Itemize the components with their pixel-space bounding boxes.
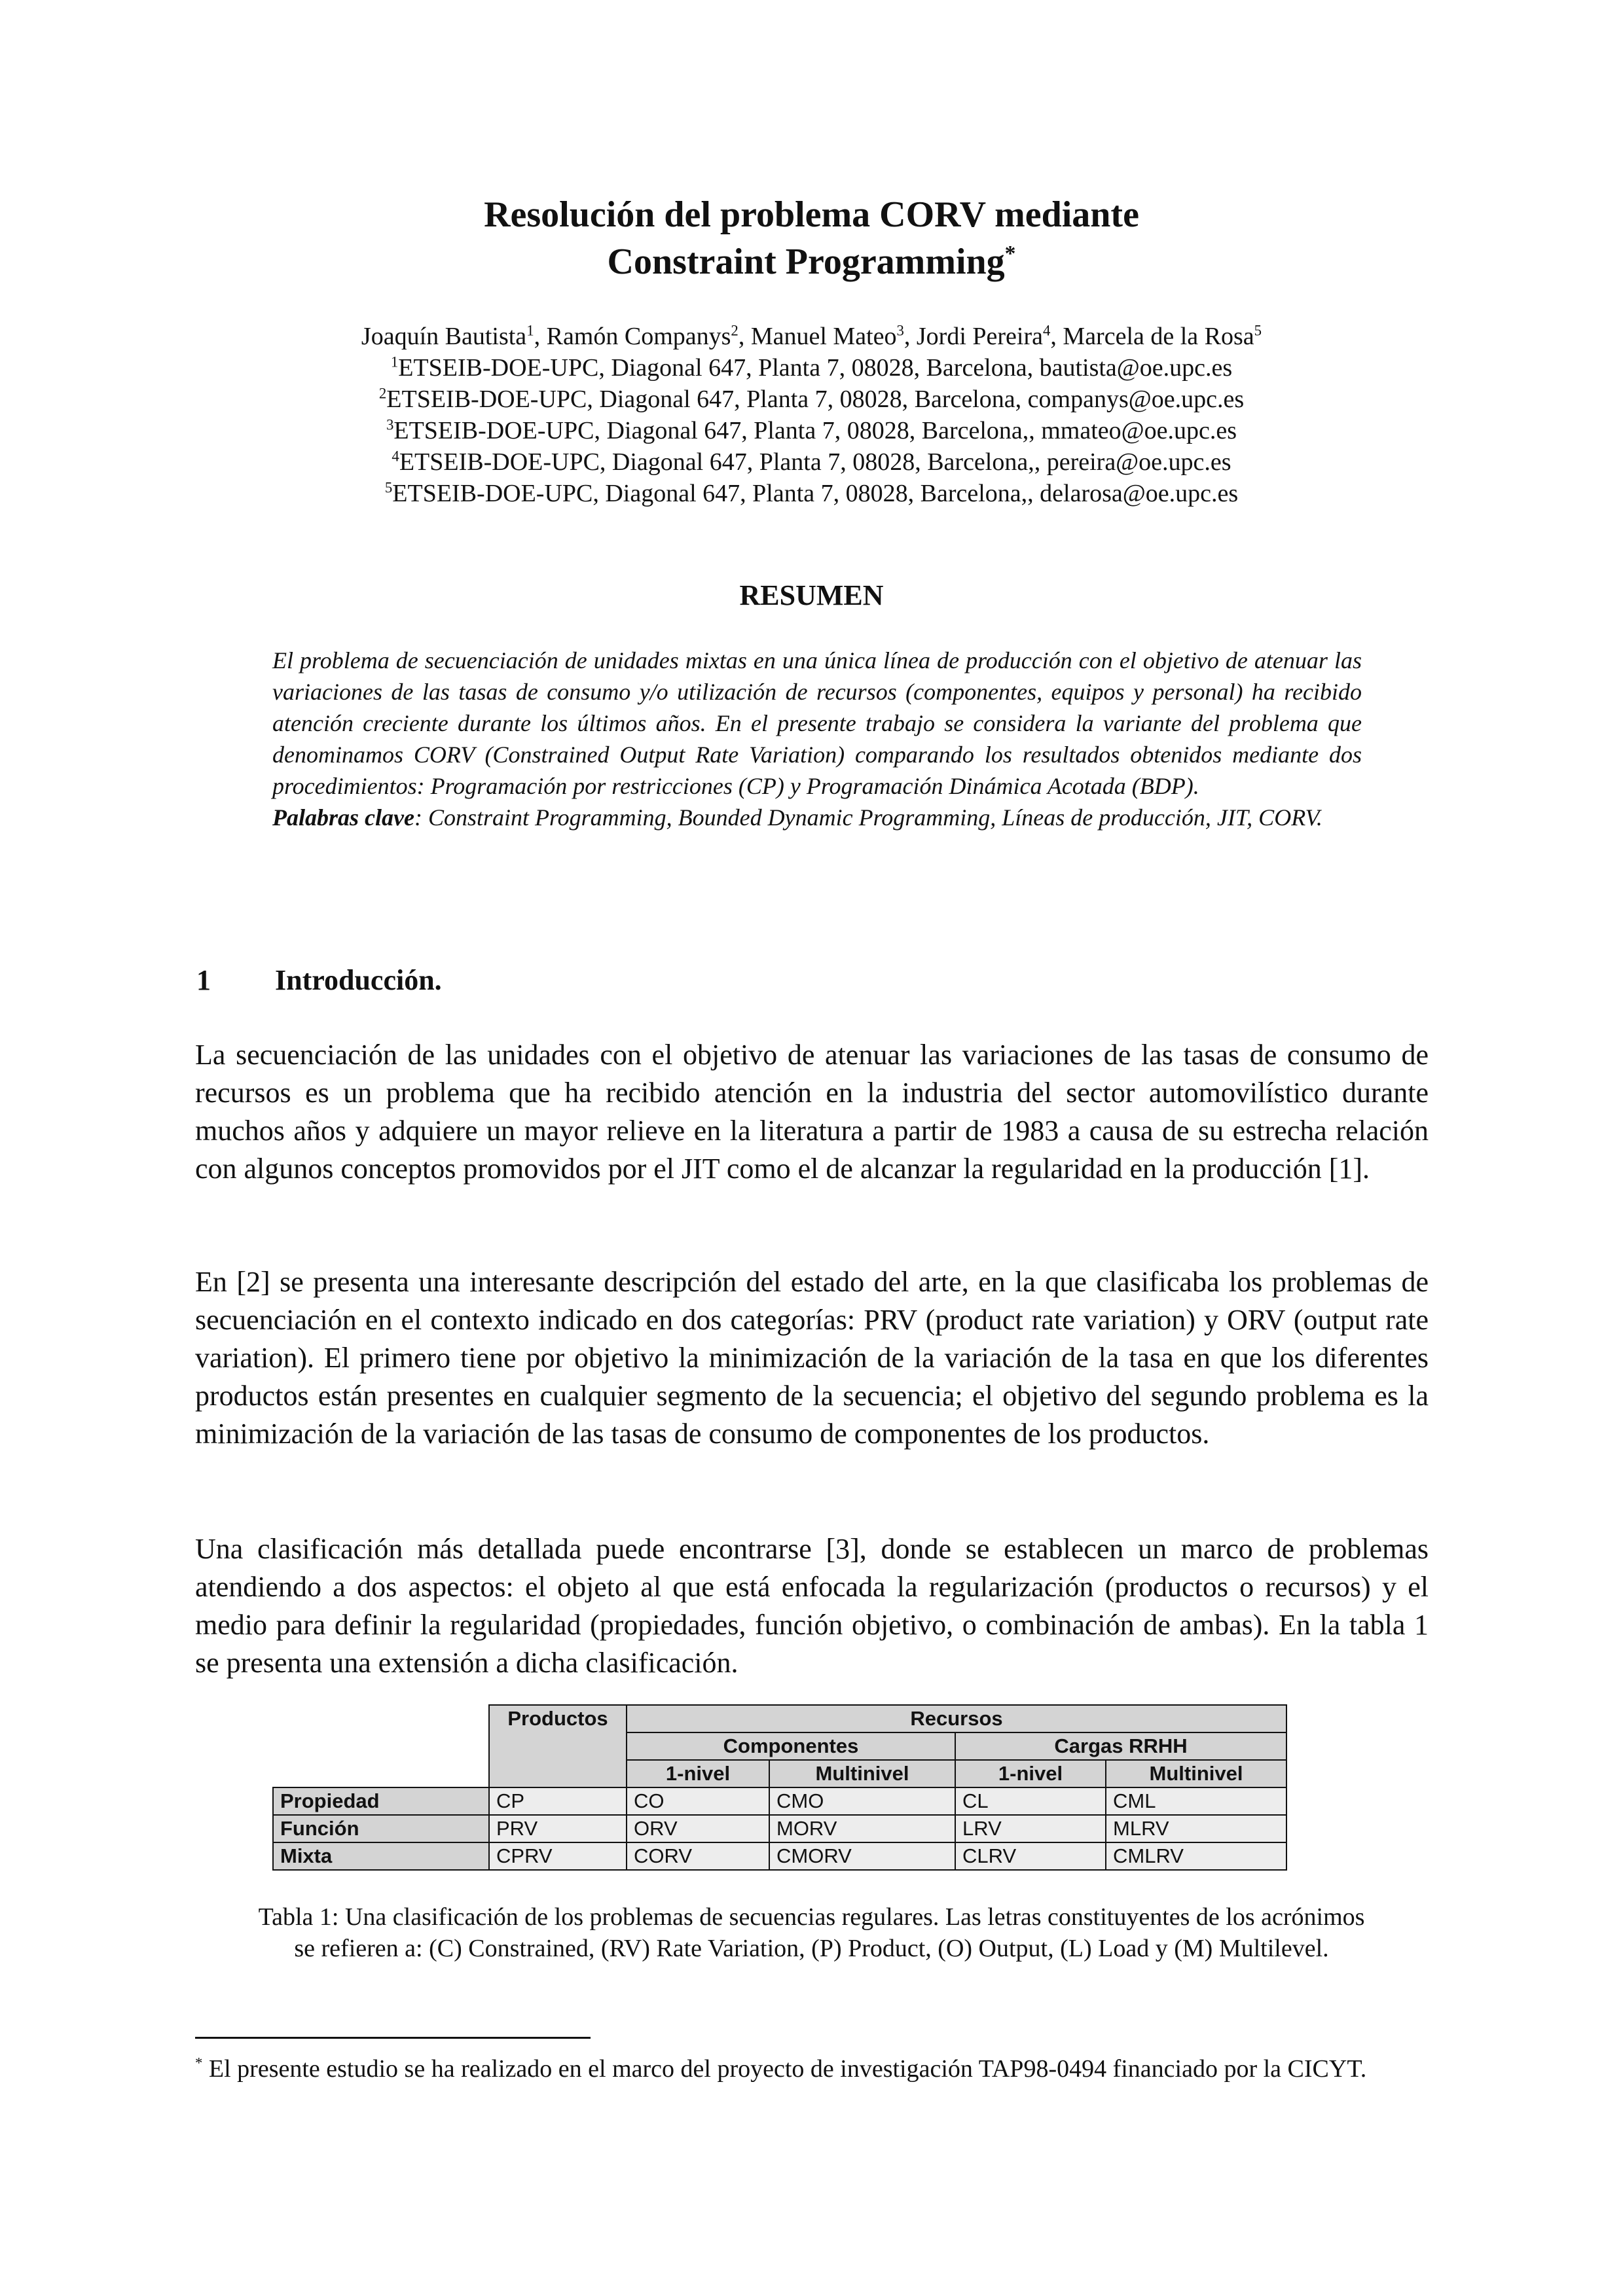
row-label: Propiedad xyxy=(273,1787,489,1815)
paper-title: Resolución del problema CORV mediante xyxy=(484,194,1139,235)
body-paragraph xyxy=(195,1036,1429,1188)
subheader-cell: Multinivel xyxy=(1106,1760,1286,1787)
author-sup: 2 xyxy=(731,322,739,339)
table-row xyxy=(273,1815,1286,1842)
table-cell: CMO xyxy=(769,1787,955,1815)
section-heading xyxy=(196,962,442,999)
author-sep: , xyxy=(903,323,917,350)
header-productos: Productos xyxy=(489,1705,627,1787)
table-caption xyxy=(0,1901,1623,1964)
affiliation-sup: 5 xyxy=(384,479,393,496)
table-cell: CML xyxy=(1106,1787,1286,1815)
title-footnote-mark: * xyxy=(1004,241,1016,266)
table-cell: CMORV xyxy=(769,1842,955,1870)
paper-title-line2 xyxy=(0,238,1623,285)
table-cell: ORV xyxy=(627,1815,769,1842)
table-cell: CPRV xyxy=(489,1842,627,1870)
author: Joaquín Bautista xyxy=(361,323,527,350)
table-cell: LRV xyxy=(955,1815,1106,1842)
table-cell: MLRV xyxy=(1106,1815,1286,1842)
affiliation xyxy=(0,415,1623,446)
caption-line: Tabla 1: Una clasificación de los problemas de secuencias regulares. Las letras constituyentes de los acrónimos xyxy=(258,1903,1365,1931)
author-sup: 3 xyxy=(896,322,904,339)
table-cell: CO xyxy=(627,1787,769,1815)
affiliation-sup: 2 xyxy=(378,385,387,402)
header-cargas: Cargas RRHH xyxy=(955,1732,1286,1760)
author-sep: , xyxy=(1050,323,1063,350)
footnote xyxy=(195,2053,1429,2085)
classification-table xyxy=(272,1704,1287,1871)
abstract xyxy=(272,645,1362,833)
author-list xyxy=(0,321,1623,352)
footnote-text: El presente estudio se ha realizado en el marco del proyecto de investigación TAP98-0494 financiado por la CICYT. xyxy=(202,2055,1367,2083)
paragraph-text: Una clasificación más detallada puede encontrarse [3], donde se establecen un marco de problemas atendiendo a dos aspectos: el objeto al que está enfocada la regularización (productos o recursos) y el medio para definir la regularidad (propiedades, función objetivo, o combinación de ambas). En la tabla 1 se presenta una extensión a dicha clasificación. xyxy=(195,1533,1429,1679)
author: Manuel Mateo xyxy=(750,323,897,350)
keywords-text: : Constraint Programming, Bounded Dynamic Programming, Líneas de producción, JIT, CORV. xyxy=(414,804,1322,831)
affiliation-text: ETSEIB-DOE-UPC, Diagonal 647, Planta 7, 08028, Barcelona,, mmateo@oe.upc.es xyxy=(393,417,1237,444)
subheader-cell: Multinivel xyxy=(769,1760,955,1787)
paragraph-text: La secuenciación de las unidades con el objetivo de atenuar las variaciones de las tasas de consumo de recursos es un problema que ha recibido atención en la industria del sector automovilístico durante muchos años y adquiere un mayor relieve en la literatura a partir de 1983 a causa de su estrecha relación con algunos conceptos promovidos por el JIT como el de alcanzar la regularidad en la producción [1]. xyxy=(195,1039,1429,1185)
author-sep: , xyxy=(738,323,751,350)
affiliation xyxy=(0,352,1623,384)
table-cell: MORV xyxy=(769,1815,955,1842)
author-sep: , xyxy=(534,323,547,350)
affiliation-sup: 1 xyxy=(390,353,399,370)
section-title: Introducción. xyxy=(275,964,442,996)
footnote-divider xyxy=(195,2037,591,2039)
keywords-label: Palabras clave xyxy=(272,804,414,831)
footnote-mark: * xyxy=(195,2054,203,2072)
footnote-text-block xyxy=(195,2053,1429,2085)
table-cell: PRV xyxy=(489,1815,627,1842)
affiliation-text: ETSEIB-DOE-UPC, Diagonal 647, Planta 7, 08028, Barcelona,, pereira@oe.upc.es xyxy=(399,448,1231,476)
author-sup: 1 xyxy=(526,322,534,339)
affiliation xyxy=(0,384,1623,415)
paper-title-text: Constraint Programming xyxy=(607,242,1005,282)
table-header-row xyxy=(273,1705,1286,1732)
table-cell: CL xyxy=(955,1787,1106,1815)
affiliation-text: ETSEIB-DOE-UPC, Diagonal 647, Planta 7, 08028, Barcelona, companys@oe.upc.es xyxy=(386,386,1245,413)
table-row xyxy=(273,1842,1286,1870)
subheader-cell: 1-nivel xyxy=(955,1760,1106,1787)
table-cell: CP xyxy=(489,1787,627,1815)
body-paragraph xyxy=(195,1263,1429,1453)
caption-line: se refieren a: (C) Constrained, (RV) Rate Variation, (P) Product, (O) Output, (L) Load y (M) Multilevel. xyxy=(294,1935,1329,1962)
affiliation-sup: 4 xyxy=(392,448,399,465)
row-label: Función xyxy=(273,1815,489,1842)
author-sup: 5 xyxy=(1254,322,1262,339)
table-cell: CLRV xyxy=(955,1842,1106,1870)
affiliation-text: ETSEIB-DOE-UPC, Diagonal 647, Planta 7, 08028, Barcelona,, delarosa@oe.upc.es xyxy=(392,480,1239,507)
subheader-cell: 1-nivel xyxy=(627,1760,769,1787)
body-paragraph xyxy=(195,1530,1429,1682)
header-recursos: Recursos xyxy=(627,1705,1286,1732)
affiliation xyxy=(0,478,1623,509)
table-cell: CMLRV xyxy=(1106,1842,1286,1870)
paragraph-text: En [2] se presenta una interesante descripción del estado del arte, en la que clasificaba los problemas de secuenciación en el contexto indicado en dos categorías: PRV (product rate variation) y ORV (output rate variation). El primero tiene por objetivo la minimización de la variación de la tasa en que los diferentes productos están presentes en cualquier segmento de la secuencia; el objetivo del segundo problema es la minimización de la variación de las tasas de consumo de componentes de los productos. xyxy=(195,1266,1429,1450)
author: Marcela de la Rosa xyxy=(1063,323,1254,350)
keywords xyxy=(272,802,1362,833)
table-corner xyxy=(273,1705,489,1787)
author: Ramón Companys xyxy=(546,323,731,350)
affiliation xyxy=(0,446,1623,478)
header-componentes: Componentes xyxy=(627,1732,955,1760)
author-block xyxy=(0,321,1623,509)
table-row xyxy=(273,1787,1286,1815)
author: Jordi Pereira xyxy=(916,323,1043,350)
section-number: 1 xyxy=(196,964,211,996)
abstract-heading: RESUMEN xyxy=(739,579,884,611)
table-cell: CORV xyxy=(627,1842,769,1870)
affiliation-text: ETSEIB-DOE-UPC, Diagonal 647, Planta 7, 08028, Barcelona, bautista@oe.upc.es xyxy=(398,354,1233,382)
abstract-text: El problema de secuenciación de unidades mixtas en una única línea de producción con el objetivo de atenuar las variaciones de las tasas de consumo y/o utilización de recursos (componentes, equipos y personal) ha recibido atención creciente durante los últimos años. En el presente trabajo se considera la variante del problema que denominamos CORV (Constrained Output Rate Variation) comparando los resultados obtenidos mediante dos procedimientos: Programación por restricciones (CP) y Programación Dinámica Acotada (BDP). xyxy=(272,647,1362,799)
row-label: Mixta xyxy=(273,1842,489,1870)
author-sup: 4 xyxy=(1043,322,1051,339)
affiliation-sup: 3 xyxy=(386,416,394,433)
